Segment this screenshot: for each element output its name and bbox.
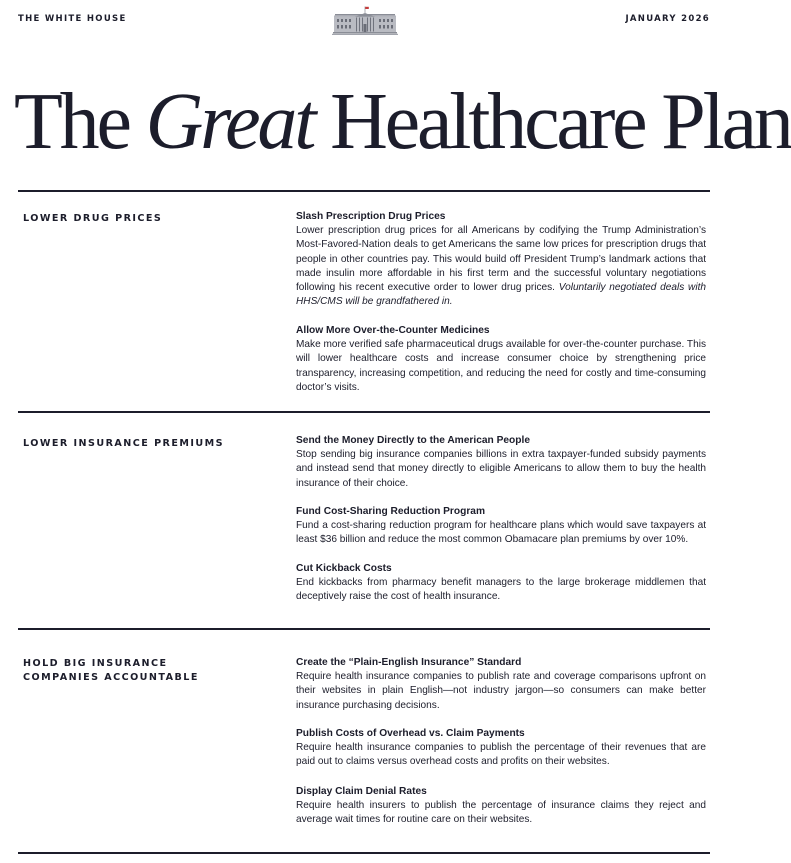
divider-2 — [18, 628, 710, 630]
item-title: Create the “Plain-English Insurance” Standard — [296, 657, 522, 668]
title-part-1: The — [14, 78, 146, 166]
item-body-italic: Voluntarily negotiated deals with HHS/CMS will be grandfathered in. — [296, 282, 706, 308]
item-title: Slash Prescription Drug Prices — [296, 211, 446, 222]
item-body-text: Lower prescription drug prices for all Americans by codifying the Trump Administration’s Most-Favored-Nation deals to get Americans the same low prices for prescription drugs that people in other countries pay. This would build off President Trump’s landmark actions that made insulin more affordable in his first term and the successful voluntary negotiations following his recent executive order to lower drug prices. — [296, 225, 706, 294]
item-title: Cut Kickback Costs — [296, 563, 392, 574]
item-title: Publish Costs of Overhead vs. Claim Payments — [296, 728, 525, 739]
item-body: Require health insurers to publish the percentage of insurance claims they reject and average wait times for routine care on their websites. — [296, 800, 706, 826]
section-label-line: COMPANIES ACCOUNTABLE — [23, 672, 199, 683]
item-slash-prescription-drug-prices — [296, 210, 706, 310]
header-left-label: THE WHITE HOUSE — [18, 14, 127, 24]
item-title: Send the Money Directly to the American People — [296, 435, 530, 446]
section-label-line: LOWER DRUG PRICES — [23, 213, 163, 224]
item-overhead-vs-claims — [296, 727, 706, 770]
item-body: Fund a cost-sharing reduction program for healthcare plans which would save taxpayers at least $36 billion and reduce the most common Obamacare plan premiums by over 10%. — [296, 520, 706, 546]
section-label-line: LOWER INSURANCE PREMIUMS — [23, 438, 224, 449]
item-body: Make more verified safe pharmaceutical drugs available for over-the-counter purchase. This will lower healthcare costs and increase consumer choice by strengthening price transparency, increasing competition, and reducing the need for costly and time-consuming doctor’s visits. — [296, 339, 706, 393]
item-body: End kickbacks from pharmacy benefit managers to the large brokerage middlemen that deceptively raise the cost of health insurance. — [296, 577, 706, 603]
item-cost-sharing-reduction — [296, 505, 706, 548]
item-body: Stop sending big insurance companies billions in extra taxpayer-funded subsidy payments and instead send that money directly to eligible Americans to allow them to buy the health insurance of their choice. — [296, 449, 706, 489]
item-body: Require health insurance companies to publish rate and coverage comparisons upfront on their websites in plain English—not industry jargon—so consumers can make better insurance purchasing decisions. — [296, 671, 706, 711]
white-house-icon — [332, 6, 398, 36]
item-title: Fund Cost-Sharing Reduction Program — [296, 506, 486, 517]
divider-1 — [18, 411, 710, 413]
item-plain-english-insurance — [296, 656, 706, 713]
item-title: Display Claim Denial Rates — [296, 786, 427, 797]
item-over-the-counter-medicines — [296, 324, 706, 395]
section-label-line: HOLD BIG INSURANCE — [23, 658, 168, 669]
item-send-money-directly — [296, 434, 706, 491]
page-title — [14, 74, 791, 170]
item-body — [296, 224, 706, 310]
item-title: Allow More Over-the-Counter Medicines — [296, 325, 490, 336]
header-date: JANUARY 2026 — [625, 14, 710, 24]
title-part-great: Great — [145, 78, 314, 166]
divider-bottom — [18, 852, 710, 854]
section-label-lower-insurance-premiums — [23, 437, 224, 451]
section-label-hold-insurers-accountable — [23, 657, 199, 685]
item-claim-denial-rates — [296, 785, 706, 828]
title-part-3: Healthcare Plan — [313, 78, 791, 166]
section-label-lower-drug-prices — [23, 212, 162, 226]
divider-top — [18, 190, 710, 192]
item-body: Require health insurance companies to publish the percentage of their revenues that are paid out to claims versus overhead costs and profits on their websites. — [296, 742, 706, 768]
item-cut-kickback-costs — [296, 562, 706, 605]
